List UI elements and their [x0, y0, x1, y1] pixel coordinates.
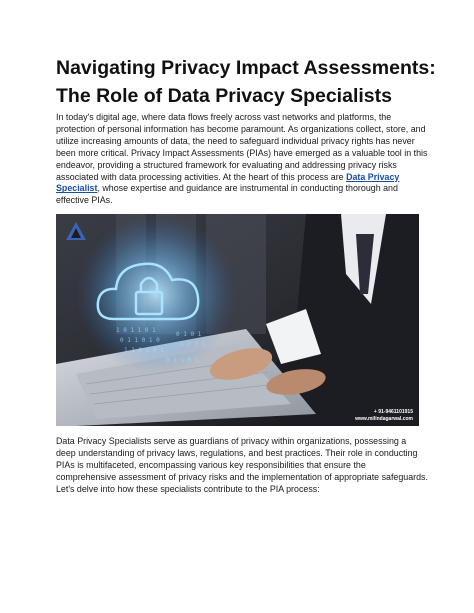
- svg-text:0 1 1 0 1: 0 1 1 0 1: [166, 357, 199, 364]
- page-title: Navigating Privacy Impact Assessments: The Role of Data Privacy Specialists: [56, 57, 436, 107]
- intro-paragraph: [56, 112, 428, 207]
- svg-text:0 1 0 1: 0 1 0 1: [176, 331, 202, 338]
- svg-text:1 0 1 1: 1 0 1 1: [180, 341, 206, 348]
- svg-text:1 0 1 1 0 1: 1 0 1 1 0 1: [116, 327, 156, 334]
- intro-text-end: , whose expertise and guidance are instrumental in conducting thorough and effective PIAs.: [56, 183, 398, 206]
- laptop-cloud-illustration: [56, 214, 419, 426]
- data-privacy-specialist-link[interactable]: Data Privacy Specialist: [56, 171, 400, 194]
- contact-info: [355, 409, 413, 422]
- intro-text: In today's digital age, where data flows freely across vast networks and platforms, the protection of personal information has become paramount. As organizations collect, store, and utilize increasing amounts of data, the need to safeguard individual privacy rights has never been more critical. Privacy Impact Assessments (PIAs) have emerged as a valuable tool in this endeavor, providing a structured framework for evaluating and addressing privacy risks associated with data processing activities. At the heart of this process are: [56, 112, 428, 182]
- hero-image: [56, 214, 419, 426]
- website-url: www.milindagarwal.com: [355, 415, 413, 422]
- svg-text:0 1 1 0 1 0: 0 1 1 0 1 0: [120, 337, 160, 344]
- phone-number: + 91-9461101915: [373, 409, 413, 415]
- svg-text:1 1 0 1 0 1: 1 1 0 1 0 1: [124, 347, 164, 354]
- second-paragraph: Data Privacy Specialists serve as guardians of privacy within organizations, possessing a deep understanding of privacy laws, regulations, and best practices. Their role in conducting PIAs is multifaceted, encompassing various key responsibilities that ensure the comprehensive assessment of privacy risks and the implementation of appropriate safeguards. Let's delve into how these specialists contribute to the PIA process:: [56, 436, 428, 494]
